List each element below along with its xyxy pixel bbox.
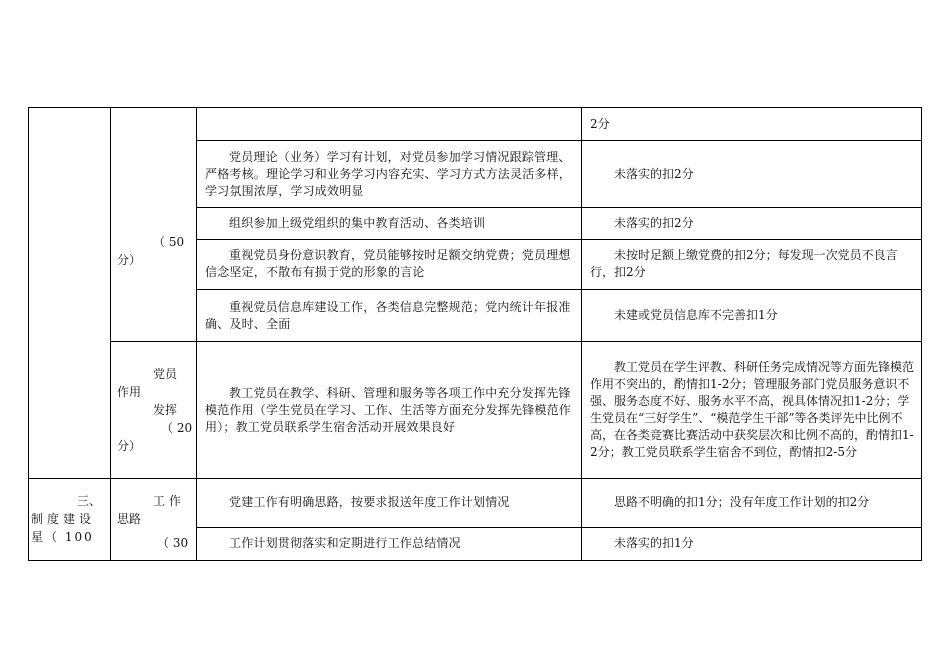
subcategory-score-line1: （ 50	[153, 235, 185, 249]
category-cell-2	[29, 108, 111, 479]
penalty-cell: 未落实的扣1分	[582, 527, 922, 560]
subcategory-plan-line1: 工 作	[153, 494, 181, 508]
content-cell: 重视党员身份意识教育，党员能够按时足额交纳党费；党员理想信念坚定，不散布有损于党的形象的言论	[197, 239, 582, 290]
penalty-cell: 未按时足额上缴党费的扣2分；每发现一次党员不良言行，扣2分	[582, 239, 922, 290]
table-row	[29, 479, 922, 528]
subcategory-role-line3: 发挥	[153, 403, 178, 417]
content-cell: 组织参加上级党组织的集中教育活动、各类培训	[197, 208, 582, 239]
penalty-cell: 未落实的扣2分	[582, 208, 922, 239]
penalty-cell: 思路不明确的扣1分；没有年度工作计划的扣2分	[582, 479, 922, 528]
subcategory-role-line4: （ 20	[161, 421, 193, 435]
subcategory-plan-line2: 思路	[117, 512, 142, 526]
subcategory-role-line1: 党员	[153, 367, 178, 381]
content-cell	[197, 108, 582, 141]
content-cell: 重视党员信息库建设工作，各类信息完整规范；党内统计年报准确、及时、全面	[197, 290, 582, 342]
penalty-cell: 未建或党员信息库不完善扣1分	[582, 290, 922, 342]
category-3-line3: 星（ 100	[31, 530, 94, 544]
evaluation-table	[28, 107, 922, 561]
subcategory-score-line2: 分）	[117, 253, 142, 267]
subcategory-cell-plan	[111, 479, 197, 561]
subcategory-role-line2: 作用	[117, 385, 142, 399]
category-3-line2: 制度建设	[31, 512, 96, 526]
table-row	[29, 108, 922, 141]
subcategory-cell-study	[111, 108, 197, 342]
subcategory-role-line5: 分）	[117, 439, 142, 453]
subcategory-plan-line3: （ 30	[157, 536, 189, 550]
penalty-cell: 未落实的扣2分	[582, 141, 922, 208]
penalty-cell: 2分	[582, 108, 922, 141]
content-cell: 工作计划贯彻落实和定期进行工作总结情况	[197, 527, 582, 560]
content-cell: 党建工作有明确思路，按要求报送年度工作计划情况	[197, 479, 582, 528]
category-3-line1: 三、	[77, 494, 102, 508]
subcategory-cell-role	[111, 342, 197, 479]
penalty-cell: 教工党员在学生评教、科研任务完成情况等方面先锋模范作用不突出的，酌情扣1-2分；管理服务部门党员服务意识不强、服务态度不好、服务水平不高，视具体情况扣1-2分；学生党员在“三好学生”、“模范学生干部”等各类评先中比例不高，在各类竞赛比赛活动中获奖层次和比例不高的，酌情扣1-2分；教工党员联系学生宿舍不到位，酌情扣2-5分	[582, 342, 922, 479]
table-row	[29, 342, 922, 479]
content-cell: 党员理论（业务）学习有计划，对党员参加学习情况跟踪管理、严格考核。理论学习和业务学习内容充实、学习方式方法灵活多样，学习氛围浓厚，学习成效明显	[197, 141, 582, 208]
category-cell-3	[29, 479, 111, 561]
content-cell: 教工党员在教学、科研、管理和服务等各项工作中充分发挥先锋模范作用（学生党员在学习、工作、生活等方面充分发挥先锋模范作用）；教工党员联系学生宿舍活动开展效果良好	[197, 342, 582, 479]
